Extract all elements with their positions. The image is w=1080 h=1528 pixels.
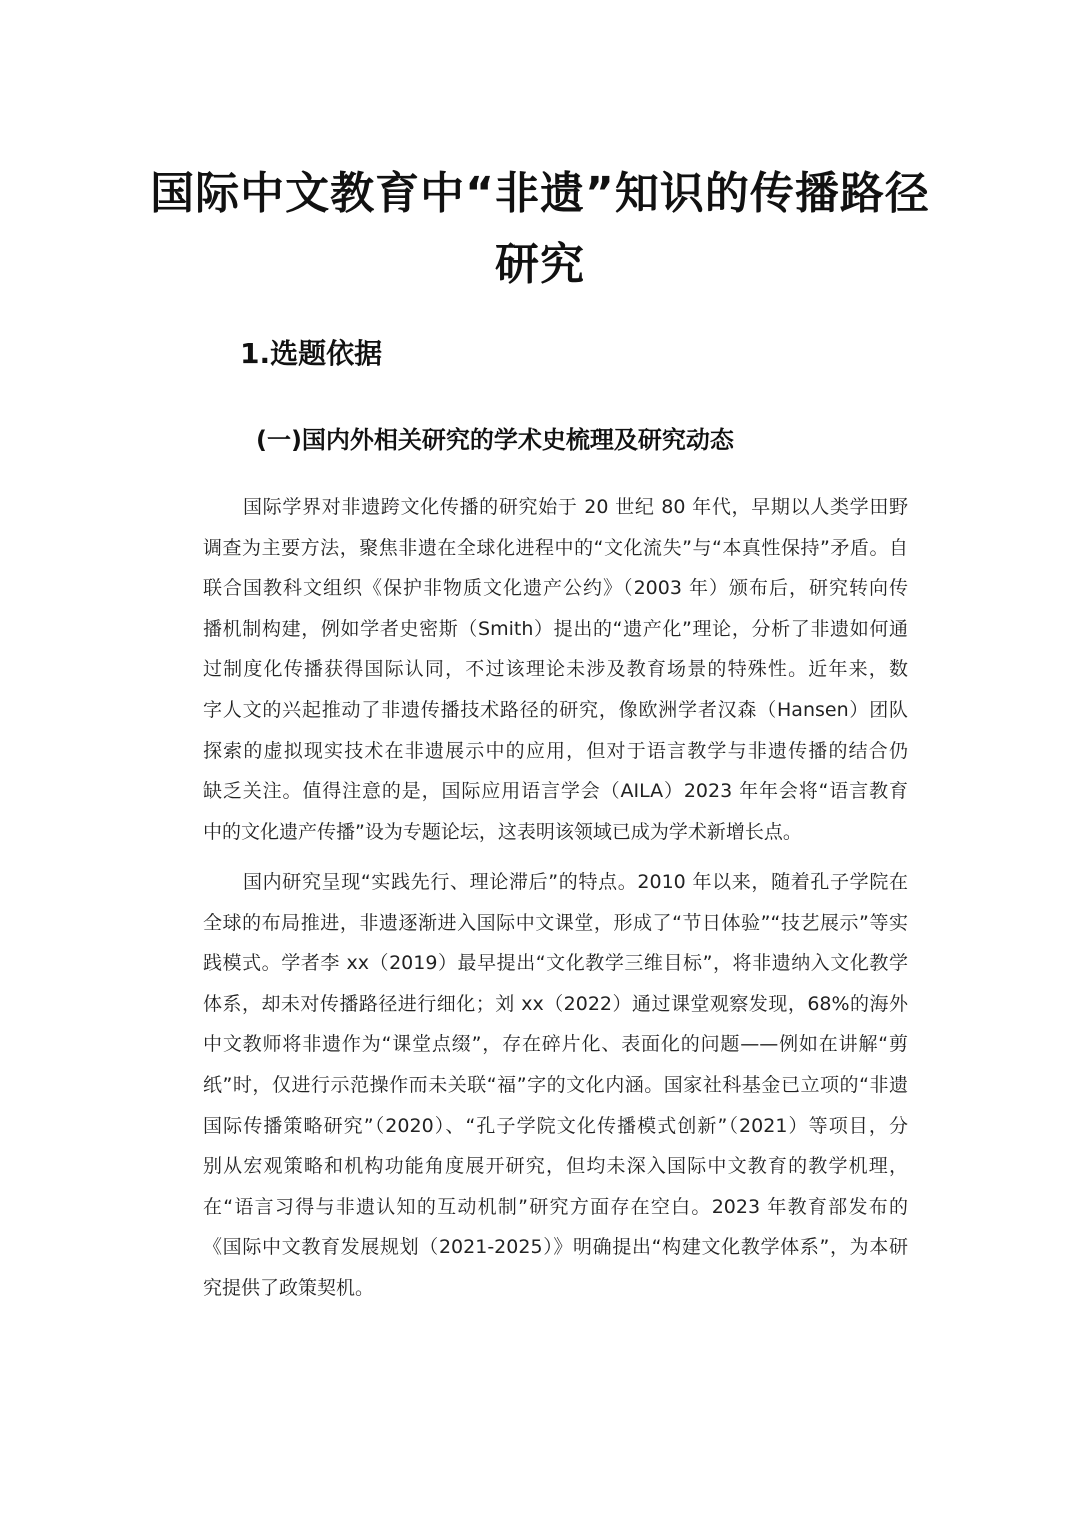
paragraph-line: 国际传播策略研究”（2020）、“孔子学院文化传播模式创新”（2021）等项目，分 (203, 1114, 908, 1137)
paragraph-line: 别从宏观策略和机构功能角度展开研究，但均未深入国际中文教育的教学机理， (203, 1155, 908, 1178)
paragraph-line: 《国际中文教育发展规划（2021-2025）》明确提出“构建文化教学体系”，为本研 (203, 1236, 908, 1259)
paragraph-line: 过制度化传播获得国际认同，不过该理论未涉及教育场景的特殊性。近年来，数 (203, 658, 908, 681)
paragraph-line: 调查为主要方法，聚焦非遗在全球化进程中的“文化流失”与“本真性保持”矛盾。自 (203, 536, 908, 559)
paragraph-line: 纸”时，仅进行示范操作而未关联“福”字的文化内涵。国家社科基金已立项的“非遗 (203, 1073, 908, 1096)
paragraph-line: 联合国教科文组织《保护非物质文化遗产公约》（2003 年）颁布后，研究转向传 (203, 577, 908, 600)
paragraph-international-research (203, 487, 908, 852)
paragraph-line: 国际学界对非遗跨文化传播的研究始于 20 世纪 80 年代，早期以人类学田野 (243, 496, 908, 518)
paragraph-line: 国内研究呈现“实践先行、理论滞后”的特点。2010 年以来，随着孔子学院在 (243, 871, 908, 893)
paragraph-line: 全球的布局推进，非遗逐渐进入国际中文课堂，形成了“节日体验”“技艺展示”等实 (203, 911, 908, 934)
sub-heading: (一)国内外相关研究的学术史梳理及研究动态 (256, 426, 734, 454)
paragraph-line: 究提供了政策契机。 (203, 1276, 375, 1299)
paragraph-line: 字人文的兴起推动了非遗传播技术路径的研究，像欧洲学者汉森（Hansen）团队 (203, 698, 908, 721)
paragraph-line: 播机制构建，例如学者史密斯（Smith）提出的“遗产化”理论，分析了非遗如何通 (203, 617, 908, 640)
paragraph-line: 体系，却未对传播路径进行细化；刘 xx（2022）通过课堂观察发现，68%的海外 (203, 992, 908, 1015)
paragraph-line: 在“语言习得与非遗认知的互动机制”研究方面存在空白。2023 年教育部发布的 (203, 1195, 908, 1218)
paragraph-line: 践模式。学者李 xx（2019）最早提出“文化教学三维目标”，将非遗纳入文化教学 (203, 952, 908, 975)
paragraph-line: 探索的虚拟现实技术在非遗展示中的应用，但对于语言教学与非遗传播的结合仍 (203, 739, 908, 762)
document-title-line-1: 国际中文教育中“非遗”知识的传播路径 (150, 168, 930, 219)
paragraph-line: 缺乏关注。值得注意的是，国际应用语言学会（AILA）2023 年年会将“语言教育 (203, 780, 908, 803)
paragraph-line: 中文教师将非遗作为“课堂点缀”，存在碎片化、表面化的问题——例如在讲解“剪 (203, 1033, 908, 1056)
paragraph-line: 中的文化遗产传播”设为专题论坛，这表明该领域已成为学术新增长点。 (203, 820, 802, 843)
paragraph-domestic-research (203, 862, 908, 1309)
section-heading: 1.选题依据 (240, 337, 383, 370)
document-title-line-2: 研究 (495, 239, 585, 290)
